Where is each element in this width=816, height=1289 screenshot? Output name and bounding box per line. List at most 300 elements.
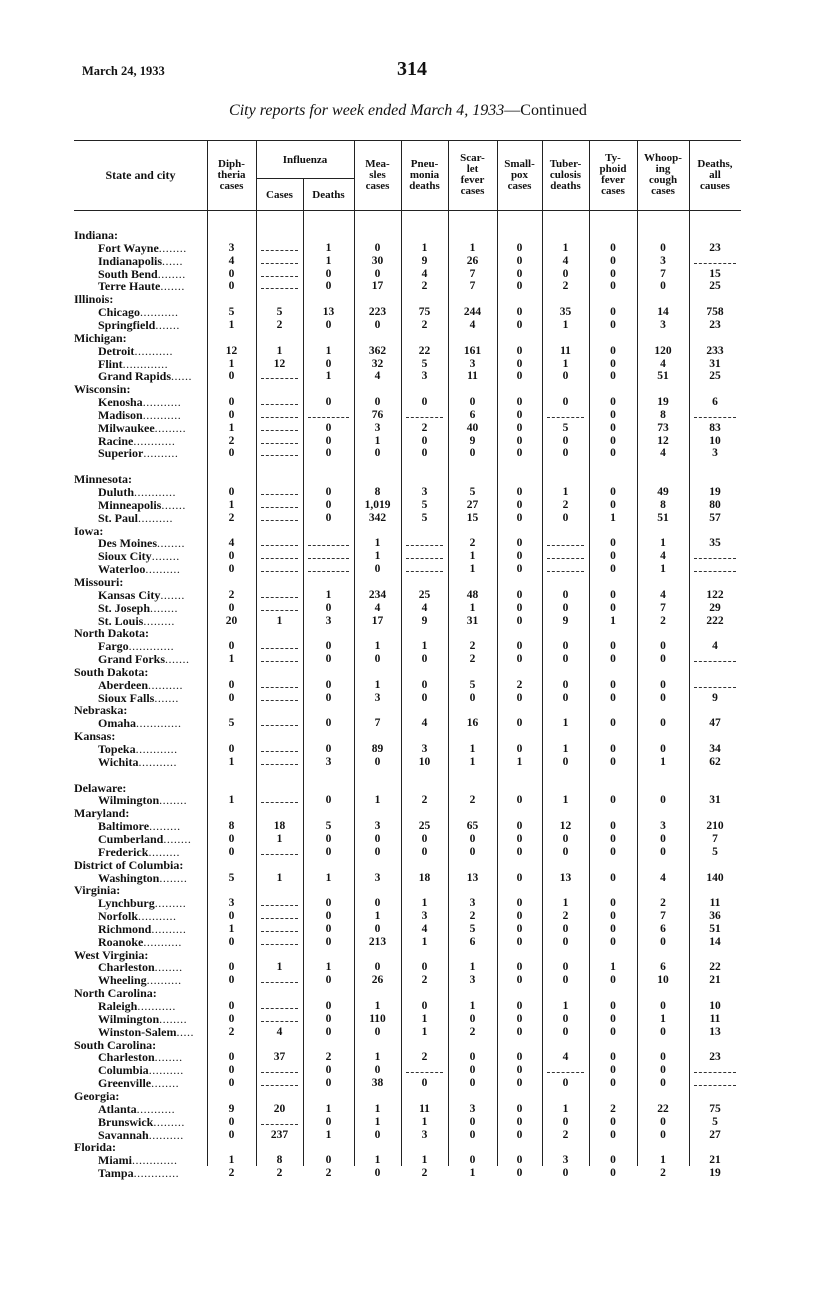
leader-dots: ......... [143, 614, 175, 628]
table-cell: 0 [516, 845, 523, 858]
row-label-text: Madison [98, 408, 143, 422]
city-label [98, 589, 185, 602]
table-cell: 0 [562, 434, 569, 447]
table-cell: 57 [709, 511, 721, 524]
table-cell: 4 [421, 717, 428, 730]
table-cell: 5 [421, 357, 428, 370]
table-cell: 51 [657, 370, 669, 383]
row-label-text: Greenville [98, 1077, 152, 1091]
state-label [74, 666, 148, 679]
table-cell: 11 [419, 1102, 430, 1115]
leader-dots: ............. [136, 717, 182, 731]
table-cell: 0 [562, 755, 569, 768]
leader-dots: ........ [158, 241, 187, 255]
table-cell: 5 [421, 498, 428, 511]
empty-cell-dash [261, 571, 298, 572]
city-label [98, 679, 183, 692]
row-label-text: Fargo [98, 640, 129, 654]
table-cell: 22 [657, 1102, 669, 1115]
table-cell: 1 [660, 563, 666, 576]
table-cell: 0 [516, 511, 523, 524]
header-scarlet [448, 142, 497, 208]
table-cell: 2 [469, 653, 476, 666]
row-label-text: Aberdeen [98, 678, 148, 692]
table-cell: 0 [325, 1154, 332, 1167]
table-cell: 3 [325, 614, 332, 627]
table-cell: 3 [421, 910, 428, 923]
table-cell: 1 [374, 1154, 381, 1167]
table-cell: 1 [562, 794, 569, 807]
table-cell: 0 [374, 897, 381, 910]
table-cell: 0 [228, 396, 235, 409]
table-cell: 32 [371, 357, 384, 370]
table-cell: 0 [516, 588, 523, 601]
empty-cell-dash [261, 545, 298, 546]
table-cell: 233 [706, 344, 724, 357]
table-cell: 0 [610, 563, 616, 576]
leader-dots: .......... [148, 1128, 184, 1142]
empty-cell-dash [261, 378, 298, 379]
table-cell: 0 [516, 935, 523, 948]
table-cell: 35 [709, 537, 721, 550]
table-cell: 3 [421, 370, 428, 383]
table-cell: 3 [469, 897, 476, 910]
table-cell: 0 [228, 1077, 235, 1090]
table-cell: 0 [516, 241, 523, 254]
state-label [74, 1090, 119, 1103]
empty-cell-dash [261, 700, 298, 701]
state-label [74, 884, 120, 897]
leader-dots: ............. [122, 357, 169, 371]
table-cell: 12 [559, 820, 572, 833]
table-cell: 0 [325, 653, 332, 666]
empty-cell-dash [694, 571, 736, 572]
leader-dots: ......... [148, 845, 180, 859]
empty-cell-dash [547, 571, 584, 572]
city-label [98, 306, 179, 319]
table-cell: 12 [657, 434, 669, 447]
table-cell: 1 [562, 743, 569, 755]
table-cell: 3 [374, 820, 381, 833]
table-cell: 20 [273, 1102, 286, 1115]
empty-cell-dash [406, 571, 443, 572]
table-cell: 0 [469, 1051, 476, 1064]
table-cell: 2 [276, 318, 283, 331]
table-cell: 1 [562, 897, 569, 910]
table-cell: 27 [709, 1128, 721, 1141]
table-cell: 12 [273, 357, 286, 370]
header-influenza-deaths [303, 180, 354, 210]
table-cell: 0 [374, 1128, 381, 1141]
table-cell: 7 [469, 280, 476, 293]
table-cell: 0 [660, 691, 666, 704]
table-cell: 0 [660, 678, 666, 691]
table-cell: 0 [516, 640, 523, 653]
table-cell: 0 [610, 974, 616, 987]
table-cell: 7 [712, 832, 718, 845]
table-cell: 5 [712, 845, 718, 858]
table-cell: 0 [610, 935, 616, 948]
table-cell: 0 [660, 832, 666, 845]
table-cell: 2 [228, 588, 235, 601]
empty-cell-dash [261, 597, 298, 598]
table-cell: 11 [709, 1012, 721, 1025]
table-cell: 0 [562, 974, 569, 987]
table-cell: 9 [562, 614, 569, 627]
table-cell: 0 [516, 537, 523, 550]
table-cell: 13 [322, 306, 335, 319]
empty-cell-dash [261, 931, 298, 932]
table-cell: 0 [610, 434, 616, 447]
table-cell: 0 [325, 794, 332, 807]
table-cell: 0 [325, 910, 332, 923]
table-cell: 62 [709, 755, 721, 768]
table-cell: 1 [374, 537, 381, 550]
row-label-text: South Carolina: [74, 1037, 157, 1052]
table-cell: 0 [228, 563, 235, 576]
table-cell: 3 [421, 486, 428, 498]
table-cell: 1 [469, 550, 476, 563]
table-cell: 2 [421, 1051, 428, 1064]
table-cell: 0 [228, 845, 235, 858]
empty-cell-dash [308, 545, 349, 546]
row-label-text: Kenosha [98, 396, 143, 410]
table-cell: 0 [228, 691, 235, 704]
leader-dots: ........... [142, 408, 182, 422]
table-cell: 0 [516, 280, 523, 293]
table-cell: 0 [516, 370, 523, 383]
city-label [98, 1103, 175, 1116]
leader-dots: ..... [176, 1025, 194, 1039]
table-cell: 4 [712, 640, 718, 653]
table-cell: 0 [228, 832, 235, 845]
row-label-text: Wichita [98, 755, 139, 769]
row-label-text: Nebraska: [74, 703, 128, 718]
row-label-text: Missouri: [74, 574, 124, 589]
empty-cell-dash [261, 507, 298, 508]
table-cell: 0 [469, 1128, 476, 1141]
table-cell: 0 [325, 678, 332, 691]
table-cell: 25 [709, 370, 721, 383]
table-cell: 0 [469, 1077, 476, 1090]
table-cell: 237 [270, 1128, 289, 1141]
table-cell: 4 [374, 601, 381, 614]
table-cell: 0 [228, 447, 235, 460]
empty-cell-dash [261, 918, 298, 919]
table-cell: 0 [325, 511, 332, 524]
table-cell: 27 [466, 498, 479, 511]
table-cell: 25 [709, 280, 721, 293]
table-cell: 0 [562, 935, 569, 948]
table-cell: 4 [660, 357, 666, 370]
city-label [98, 358, 168, 371]
table-cell: 11 [560, 344, 571, 357]
table-cell: 1 [325, 370, 332, 383]
header-label-deaths-all: Deaths, all causes [697, 157, 733, 192]
table-cell: 1 [421, 1025, 428, 1038]
row-label-text: Wilmington [98, 1012, 160, 1026]
table-cell: 0 [610, 1000, 616, 1012]
table-cell: 3 [228, 897, 235, 910]
table-cell: 3 [421, 743, 428, 755]
table-cell: 1 [469, 601, 476, 614]
header-top-rule [74, 140, 741, 141]
table-cell: 0 [516, 1025, 523, 1038]
table-cell: 0 [469, 845, 476, 858]
empty-cell-dash [261, 905, 298, 906]
table-cell: 1 [325, 241, 332, 254]
row-label-text: Topeka [98, 743, 136, 756]
table-cell: 15 [466, 511, 479, 524]
header-label-scarlet: Scar- let fever cases [460, 152, 485, 197]
row-label-text: Charleston [98, 961, 155, 975]
empty-cell-dash [547, 1072, 584, 1073]
leader-dots: ............ [133, 434, 176, 448]
table-cell: 5 [469, 486, 476, 498]
table-cell: 11 [709, 897, 721, 910]
table-cell: 0 [610, 1154, 616, 1167]
empty-cell-dash [261, 520, 298, 521]
table-cell: 13 [466, 871, 479, 884]
table-cell: 31 [709, 794, 721, 807]
empty-cell-dash [694, 661, 736, 662]
city-label [98, 409, 181, 422]
table-cell: 0 [325, 832, 332, 845]
table-cell: 0 [228, 370, 235, 383]
table-cell: 23 [709, 318, 721, 331]
table-cell: 0 [374, 653, 381, 666]
header-label-tuberculosis: Tuber- culosis deaths [549, 157, 582, 192]
table-cell: 7 [469, 267, 476, 280]
table-cell: 1 [374, 1051, 381, 1064]
table-cell: 2 [660, 897, 666, 910]
table-cell: 0 [610, 922, 616, 935]
table-cell: 0 [228, 267, 235, 280]
table-cell: 0 [228, 1064, 235, 1077]
table-cell: 26 [371, 974, 384, 987]
table-cell: 3 [469, 357, 476, 370]
empty-cell-dash [406, 1072, 443, 1073]
table-cell: 10 [709, 434, 721, 447]
table-cell: 51 [657, 511, 669, 524]
table-cell: 0 [660, 1115, 666, 1128]
table-cell: 3 [228, 241, 235, 254]
leader-dots: .......... [138, 511, 174, 525]
state-label [74, 782, 126, 795]
table-cell: 0 [325, 421, 332, 434]
row-label-text: Wheeling [98, 974, 147, 988]
table-cell: 5 [469, 922, 476, 935]
table-cell: 5 [421, 511, 428, 524]
row-label-text: Wilmington [98, 794, 160, 808]
table-cell: 1 [228, 498, 235, 511]
table-cell: 0 [325, 717, 332, 730]
table-cell: 0 [325, 1012, 332, 1025]
header-tuberculosis [542, 142, 589, 208]
table-cell: 36 [709, 910, 721, 923]
empty-cell-dash [261, 263, 298, 264]
empty-cell-dash [261, 725, 298, 726]
table-cell: 0 [374, 396, 381, 409]
table-cell: 0 [325, 897, 332, 910]
table-cell: 40 [466, 421, 479, 434]
table-cell: 9 [228, 1102, 235, 1115]
empty-cell-dash [261, 1124, 298, 1125]
table-cell: 0 [610, 408, 616, 421]
table-cell: 3 [712, 447, 718, 460]
table-cell: 0 [516, 1051, 523, 1064]
empty-cell-dash [694, 1072, 736, 1073]
table-cell: 0 [610, 498, 616, 511]
empty-cell-dash [261, 661, 298, 662]
leader-dots: .......... [148, 678, 183, 692]
table-cell: 0 [516, 1167, 523, 1180]
city-label [98, 756, 177, 769]
leader-dots: ....... [154, 691, 179, 705]
table-cell: 0 [660, 1077, 666, 1090]
table-cell: 1 [469, 563, 476, 576]
table-cell: 2 [325, 1051, 332, 1064]
table-cell: 0 [421, 447, 428, 460]
table-cell: 0 [562, 691, 569, 704]
table-cell: 0 [610, 640, 616, 653]
table-cell: 0 [516, 1102, 523, 1115]
table-cell: 0 [374, 1167, 381, 1180]
table-cell: 3 [562, 1154, 569, 1167]
table-cell: 29 [709, 601, 721, 614]
city-label [98, 1116, 185, 1129]
table-cell: 15 [709, 267, 721, 280]
leader-dots: ......... [153, 1115, 185, 1129]
row-label-text: Des Moines [98, 537, 157, 551]
table-cell: 0 [610, 717, 616, 730]
leader-dots: ............ [135, 743, 178, 756]
city-label [98, 923, 186, 936]
table-cell: 0 [374, 1064, 381, 1077]
table-cell: 0 [610, 601, 616, 614]
table-cell: 0 [421, 434, 428, 447]
table-cell: 0 [374, 563, 381, 576]
table-cell: 1 [228, 922, 235, 935]
empty-cell-dash [261, 648, 298, 649]
table-cell: 25 [418, 588, 431, 601]
empty-cell-dash [261, 944, 298, 945]
city-label [98, 550, 180, 563]
table-cell: 65 [466, 820, 479, 833]
table-cell: 0 [516, 820, 523, 833]
row-label-text: Michigan: [74, 330, 127, 345]
table-cell: 0 [228, 486, 235, 498]
table-cell: 1 [374, 1115, 381, 1128]
table-cell: 1 [562, 357, 569, 370]
table-cell: 0 [610, 267, 616, 280]
table-cell: 0 [228, 935, 235, 948]
table-cell: 0 [469, 396, 476, 409]
table-cell: 4 [276, 1025, 283, 1038]
table-cell: 4 [469, 318, 476, 331]
table-cell: 10 [657, 974, 669, 987]
row-label-text: Charleston [98, 1051, 155, 1065]
empty-cell-dash [261, 854, 298, 855]
row-label-text: Omaha [98, 717, 137, 731]
table-cell: 26 [466, 254, 479, 267]
empty-cell-dash [694, 417, 736, 418]
leader-dots: ......... [149, 820, 181, 834]
empty-cell-dash [261, 802, 298, 803]
row-label-text: Miami [98, 1154, 132, 1168]
header-bottom-rule [74, 210, 741, 211]
table-title-suffix: —Continued [504, 102, 587, 119]
table-cell: 6 [660, 922, 666, 935]
empty-cell-dash [694, 263, 736, 264]
table-cell: 5 [562, 421, 569, 434]
table-cell: 1 [421, 1115, 428, 1128]
table-cell: 0 [610, 254, 616, 267]
table-cell: 161 [463, 344, 482, 357]
header-smallpox [497, 142, 542, 208]
table-cell: 0 [421, 961, 428, 974]
table-cell: 0 [562, 653, 569, 666]
empty-cell-dash [308, 417, 349, 418]
table-cell: 9 [712, 691, 718, 704]
table-cell: 0 [325, 498, 332, 511]
row-label-text: Terre Haute [98, 280, 161, 294]
header-label-state-city: State and city [105, 167, 176, 182]
table-cell: 3 [325, 755, 332, 768]
table-cell: 1 [516, 755, 523, 768]
leader-dots: ........ [151, 1077, 180, 1091]
table-cell: 0 [325, 1115, 332, 1128]
city-label [98, 743, 178, 756]
table-cell: 0 [610, 241, 616, 254]
table-cell: 0 [374, 755, 381, 768]
row-label-text: Racine [98, 434, 134, 448]
leader-dots: ...... [171, 370, 193, 384]
row-label-text: Iowa: [74, 523, 104, 538]
row-label-text: Detroit [98, 344, 135, 358]
table-cell: 1 [374, 1102, 381, 1115]
table-cell: 5 [276, 306, 283, 319]
table-cell: 0 [516, 1128, 523, 1141]
table-cell: 3 [660, 254, 666, 267]
row-label-text: Norfolk [98, 910, 138, 924]
table-cell: 1 [660, 755, 666, 768]
table-cell: 0 [610, 897, 616, 910]
table-cell: 0 [516, 357, 523, 370]
table-cell: 0 [660, 241, 666, 254]
leader-dots: ........ [159, 1012, 188, 1026]
state-label [74, 949, 148, 962]
table-cell: 0 [610, 421, 616, 434]
table-cell: 0 [325, 1064, 332, 1077]
row-label-text: Cumberland [98, 832, 164, 846]
table-cell: 13 [709, 1025, 721, 1038]
table-cell: 0 [610, 910, 616, 923]
row-label-text: St. Louis [98, 614, 144, 628]
table-cell: 1 [469, 1167, 476, 1180]
table-cell: 0 [228, 678, 235, 691]
table-cell: 0 [610, 1025, 616, 1038]
table-cell: 0 [325, 743, 332, 755]
table-cell: 0 [516, 550, 523, 563]
table-cell: 23 [709, 1051, 721, 1064]
empty-cell-dash [261, 276, 298, 277]
table-cell: 5 [228, 717, 235, 730]
row-label-text: South Bend [98, 267, 158, 281]
table-cell: 1 [374, 550, 381, 563]
header-label-smallpox: Small- pox cases [504, 157, 535, 192]
row-label-text: St. Paul [98, 511, 139, 525]
